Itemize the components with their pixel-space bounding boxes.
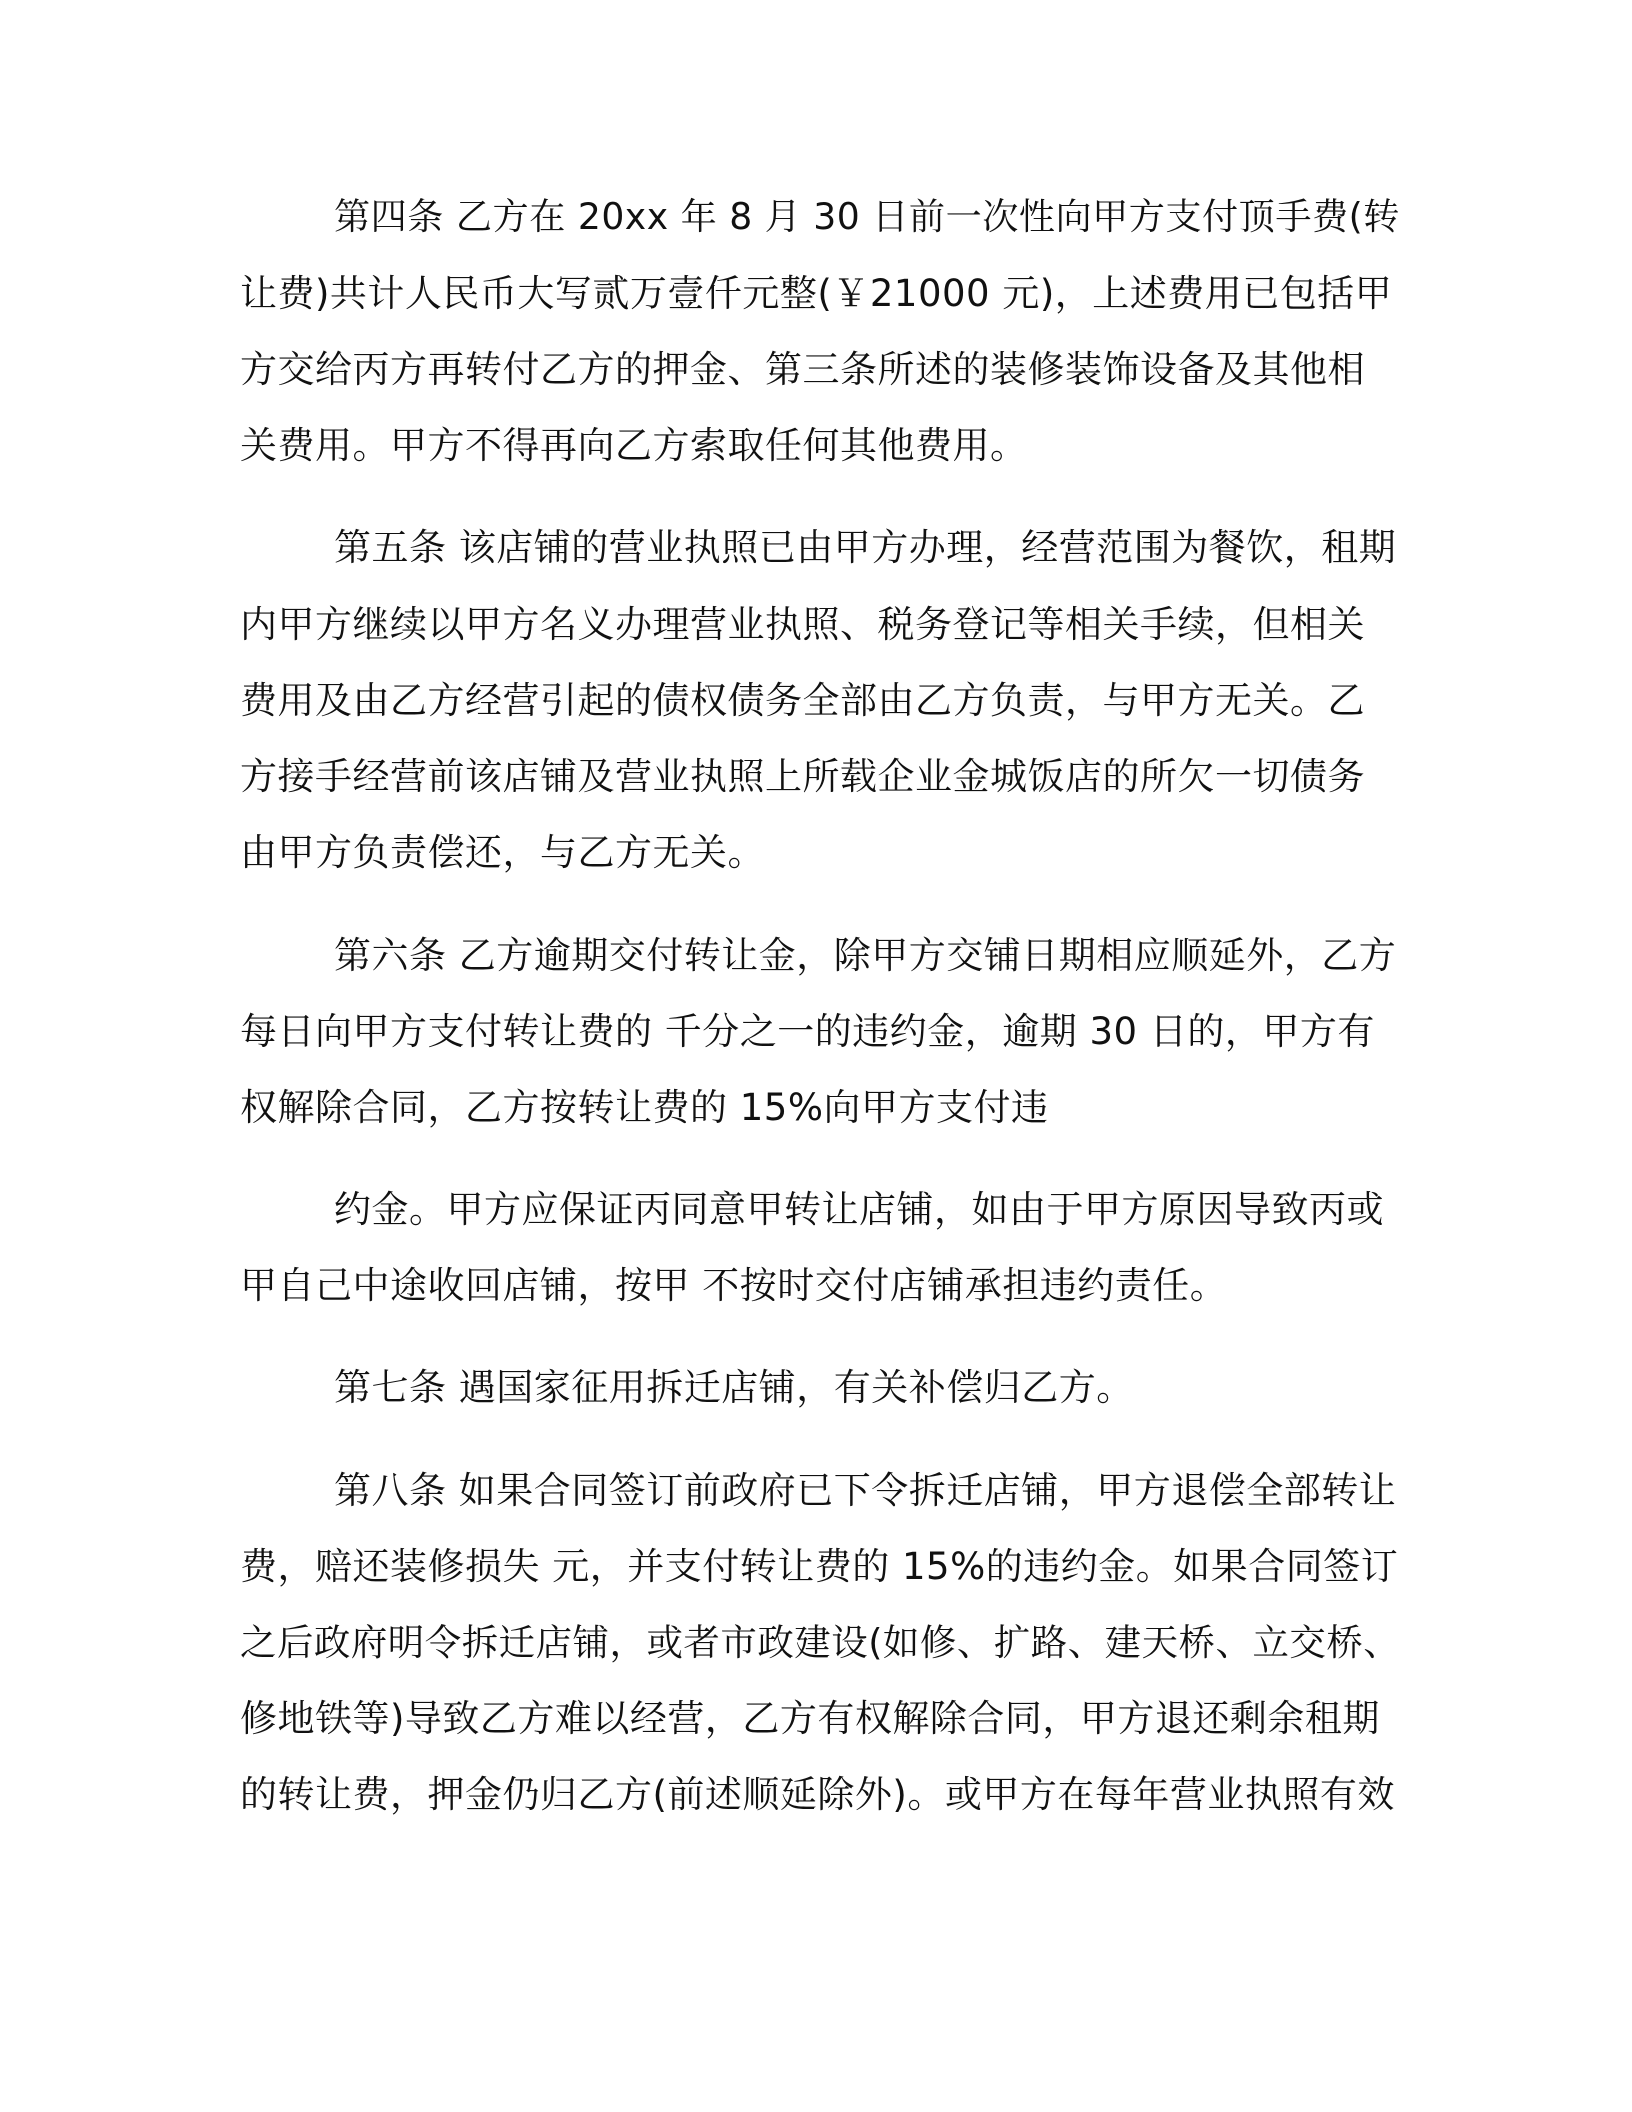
continuation-line-2: 甲自己中途收回店铺，按甲 不按时交付店铺承担违约责任。 bbox=[240, 1264, 1228, 1307]
article-5-line-2: 内甲方继续以甲方名义办理营业执照、税务登记等相关手续，但相关 bbox=[240, 603, 1365, 646]
article-4-line-3: 方交给丙方再转付乙方的押金、第三条所述的装修装饰设备及其他相 bbox=[240, 348, 1365, 391]
article-6-line-3: 权解除合同，乙方按转让费的 15%向甲方支付违 bbox=[240, 1086, 1049, 1129]
article-8-line-2: 费，赔还装修损失 元，并支付转让费的 15%的违约金。如果合同签订 bbox=[240, 1545, 1399, 1588]
article-6-line-2: 每日向甲方支付转让费的 千分之一的违约金，逾期 30 日的，甲方有 bbox=[240, 1010, 1375, 1053]
article-6-line-1: 第六条 乙方逾期交付转让金，除甲方交铺日期相应顺延外，乙方 bbox=[334, 934, 1397, 977]
article-4-line-4: 关费用。甲方不得再向乙方索取任何其他费用。 bbox=[240, 424, 1028, 467]
article-4-line-1: 第四条 乙方在 20xx 年 8 月 30 日前一次性向甲方支付顶手费(转 bbox=[334, 195, 1400, 238]
article-5-line-4: 方接手经营前该店铺及营业执照上所载企业金城饭店的所欠一切债务 bbox=[240, 755, 1365, 798]
article-7-line-1: 第七条 遇国家征用拆迁店铺，有关补偿归乙方。 bbox=[334, 1366, 1134, 1409]
article-8-line-4: 修地铁等)导致乙方难以经营，乙方有权解除合同，甲方退还剩余租期 bbox=[240, 1697, 1380, 1740]
article-5-line-5: 由甲方负责偿还，与乙方无关。 bbox=[240, 831, 765, 874]
article-8-line-3: 之后政府明令拆迁店铺，或者市政建设(如修、扩路、建天桥、立交桥、 bbox=[240, 1621, 1401, 1664]
continuation-line-1: 约金。甲方应保证丙同意甲转让店铺，如由于甲方原因导致丙或 bbox=[334, 1188, 1384, 1231]
article-8-line-1: 第八条 如果合同签订前政府已下令拆迁店铺，甲方退偿全部转让 bbox=[334, 1469, 1397, 1512]
article-8-line-5: 的转让费，押金仍归乙方(前述顺延除外)。或甲方在每年营业执照有效 bbox=[240, 1773, 1395, 1816]
article-5-line-3: 费用及由乙方经营引起的债权债务全部由乙方负责，与甲方无关。乙 bbox=[240, 679, 1365, 722]
article-4-line-2: 让费)共计人民币大写贰万壹仟元整(￥21000 元)，上述费用已包括甲 bbox=[240, 272, 1393, 315]
article-5-line-1: 第五条 该店铺的营业执照已由甲方办理，经营范围为餐饮，租期 bbox=[334, 526, 1397, 569]
